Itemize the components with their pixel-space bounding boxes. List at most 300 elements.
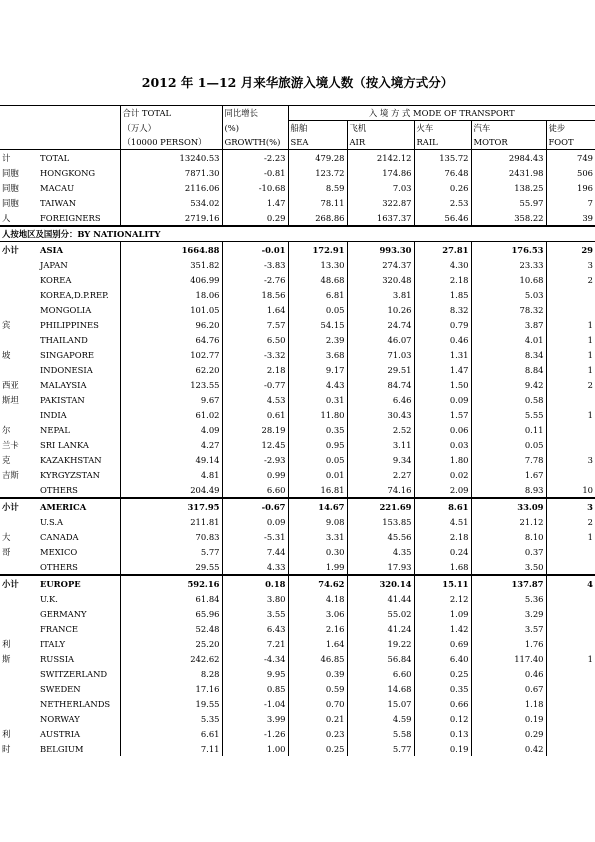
cell-sea: 0.01 bbox=[288, 467, 347, 482]
cell-motor: 358.22 bbox=[471, 210, 546, 226]
row-label-cn: 同胞 bbox=[2, 167, 19, 178]
cell-motor: 33.09 bbox=[471, 498, 546, 514]
subtotal-row bbox=[0, 242, 595, 258]
cell-air: 41.44 bbox=[347, 591, 414, 606]
cell-total: 2719.16 bbox=[120, 210, 222, 226]
row-label-cn bbox=[0, 559, 38, 575]
growth-unit: (%) bbox=[222, 121, 288, 136]
cell-rail: 0.09 bbox=[414, 392, 471, 407]
cell-sea: 6.81 bbox=[288, 287, 347, 302]
cell-motor: 1.18 bbox=[471, 696, 546, 711]
country-row bbox=[0, 681, 595, 696]
cell-total: 9.67 bbox=[120, 392, 222, 407]
cell-total: 101.05 bbox=[120, 302, 222, 317]
cell-air: 45.56 bbox=[347, 529, 414, 544]
cell-growth: 6.50 bbox=[222, 332, 288, 347]
row-label-cn bbox=[0, 302, 38, 317]
cell-rail: 2.09 bbox=[414, 482, 471, 498]
cell-total: 534.02 bbox=[120, 195, 222, 210]
cell-motor: 3.57 bbox=[471, 621, 546, 636]
row-label-en: TAIWAN bbox=[40, 197, 77, 208]
cell-sea: 0.70 bbox=[288, 696, 347, 711]
foot-header-en: FOOT bbox=[546, 135, 595, 150]
cell-sea: 0.39 bbox=[288, 666, 347, 681]
summary-row bbox=[0, 165, 595, 180]
country-row bbox=[0, 621, 595, 636]
row-label-cn: 利 bbox=[2, 638, 11, 649]
cell-rail: 56.46 bbox=[414, 210, 471, 226]
mode-header: 入 境 方 式 MODE OF TRANSPORT bbox=[288, 106, 595, 121]
cell-growth: 28.19 bbox=[222, 422, 288, 437]
cell-rail: 27.81 bbox=[414, 242, 471, 258]
nationality-section-row bbox=[0, 226, 595, 242]
row-label-en: SRI LANKA bbox=[40, 439, 89, 450]
cell-motor: 0.58 bbox=[471, 392, 546, 407]
cell-sea: 4.43 bbox=[288, 377, 347, 392]
cell-total: 61.02 bbox=[120, 407, 222, 422]
cell-growth: -5.31 bbox=[222, 529, 288, 544]
row-label-en: NETHERLANDS bbox=[40, 698, 111, 709]
cell-total: 13240.53 bbox=[120, 150, 222, 166]
cell-growth: -0.67 bbox=[222, 498, 288, 514]
cell-sea: 3.68 bbox=[288, 347, 347, 362]
row-label-en: PHILIPPINES bbox=[40, 319, 99, 330]
cell-air: 74.16 bbox=[347, 482, 414, 498]
country-row bbox=[0, 696, 595, 711]
cell-air: 274.37 bbox=[347, 257, 414, 272]
row-label-cn: 斯 bbox=[2, 653, 11, 664]
cell-growth: 4.33 bbox=[222, 559, 288, 575]
growth-header: 同比增长 bbox=[222, 106, 288, 121]
cell-air: 5.77 bbox=[347, 741, 414, 756]
cell-growth: 6.60 bbox=[222, 482, 288, 498]
cell-foot bbox=[546, 467, 595, 482]
row-label-cn: 小计 bbox=[0, 575, 38, 591]
row-label-en: SINGAPORE bbox=[40, 349, 95, 360]
cell-air: 84.74 bbox=[347, 377, 414, 392]
cell-total: 70.83 bbox=[120, 529, 222, 544]
cell-motor: 5.03 bbox=[471, 287, 546, 302]
row-label-cn bbox=[0, 362, 38, 377]
cell-foot bbox=[546, 726, 595, 741]
cell-sea: 9.08 bbox=[288, 514, 347, 529]
row-label-cn bbox=[0, 287, 38, 302]
cell-motor: 176.53 bbox=[471, 242, 546, 258]
cell-air: 322.87 bbox=[347, 195, 414, 210]
cell-sea: 14.67 bbox=[288, 498, 347, 514]
row-label-en: SWITZERLAND bbox=[40, 668, 108, 679]
cell-foot: 39 bbox=[546, 210, 595, 226]
cell-motor: 0.29 bbox=[471, 726, 546, 741]
row-label-cn: 宾 bbox=[2, 319, 11, 330]
row-label-cn: 时 bbox=[2, 743, 11, 754]
cell-foot: 506 bbox=[546, 165, 595, 180]
cell-air: 15.07 bbox=[347, 696, 414, 711]
cell-foot: 196 bbox=[546, 180, 595, 195]
cell-total: 5.35 bbox=[120, 711, 222, 726]
cell-rail: 2.18 bbox=[414, 272, 471, 287]
cell-foot: 1 bbox=[546, 332, 595, 347]
row-label-cn: 吉斯 bbox=[2, 469, 19, 480]
cell-rail: 1.50 bbox=[414, 377, 471, 392]
country-row bbox=[0, 726, 595, 741]
cell-total: 4.09 bbox=[120, 422, 222, 437]
cell-air: 5.58 bbox=[347, 726, 414, 741]
cell-growth: 4.53 bbox=[222, 392, 288, 407]
cell-rail: 0.79 bbox=[414, 317, 471, 332]
row-label-en: INDIA bbox=[40, 409, 67, 420]
row-label-cn bbox=[0, 606, 38, 621]
cell-growth: -1.04 bbox=[222, 696, 288, 711]
cell-rail: 0.03 bbox=[414, 437, 471, 452]
cell-motor: 2431.98 bbox=[471, 165, 546, 180]
country-row bbox=[0, 302, 595, 317]
summary-row bbox=[0, 195, 595, 210]
row-label-en: OTHERS bbox=[40, 484, 78, 495]
cell-motor: 0.11 bbox=[471, 422, 546, 437]
cell-total: 123.55 bbox=[120, 377, 222, 392]
cell-rail: 6.40 bbox=[414, 651, 471, 666]
growth-header-en: GROWTH(%) bbox=[222, 135, 288, 150]
cell-sea: 3.06 bbox=[288, 606, 347, 621]
cell-growth: 3.99 bbox=[222, 711, 288, 726]
cell-growth: 9.95 bbox=[222, 666, 288, 681]
cell-total: 17.16 bbox=[120, 681, 222, 696]
cell-total: 18.06 bbox=[120, 287, 222, 302]
cell-growth: 12.45 bbox=[222, 437, 288, 452]
cell-rail: 0.35 bbox=[414, 681, 471, 696]
cell-sea: 1.64 bbox=[288, 636, 347, 651]
cell-growth: 2.18 bbox=[222, 362, 288, 377]
row-label-en: U.K. bbox=[40, 593, 58, 604]
country-row bbox=[0, 529, 595, 544]
cell-total: 7871.30 bbox=[120, 165, 222, 180]
cell-air: 6.46 bbox=[347, 392, 414, 407]
cell-air: 3.11 bbox=[347, 437, 414, 452]
cell-total: 102.77 bbox=[120, 347, 222, 362]
row-label-cn bbox=[0, 621, 38, 636]
country-row bbox=[0, 606, 595, 621]
cell-motor: 117.40 bbox=[471, 651, 546, 666]
cell-rail: 0.13 bbox=[414, 726, 471, 741]
cell-foot: 4 bbox=[546, 575, 595, 591]
air-header-cn: 飞机 bbox=[347, 121, 414, 136]
row-label-cn bbox=[0, 332, 38, 347]
cell-motor: 1.67 bbox=[471, 467, 546, 482]
cell-sea: 48.68 bbox=[288, 272, 347, 287]
cell-growth: 0.99 bbox=[222, 467, 288, 482]
cell-motor: 8.34 bbox=[471, 347, 546, 362]
cell-foot bbox=[546, 741, 595, 756]
row-label-cn: 尔 bbox=[2, 424, 11, 435]
row-label-cn bbox=[0, 482, 38, 498]
cell-growth: 7.21 bbox=[222, 636, 288, 651]
row-label-cn: 利 bbox=[2, 728, 11, 739]
cell-foot bbox=[546, 681, 595, 696]
cell-sea: 0.59 bbox=[288, 681, 347, 696]
cell-total: 64.76 bbox=[120, 332, 222, 347]
country-row bbox=[0, 741, 595, 756]
cell-foot bbox=[546, 606, 595, 621]
cell-total: 4.81 bbox=[120, 467, 222, 482]
cell-air: 24.74 bbox=[347, 317, 414, 332]
row-label-en: INDONESIA bbox=[40, 364, 93, 375]
cell-rail: 1.47 bbox=[414, 362, 471, 377]
cell-total: 52.48 bbox=[120, 621, 222, 636]
cell-air: 153.85 bbox=[347, 514, 414, 529]
cell-air: 2.27 bbox=[347, 467, 414, 482]
sea-header-cn: 船舶 bbox=[288, 121, 347, 136]
cell-foot: 3 bbox=[546, 498, 595, 514]
total-unit-cn: （万人） bbox=[120, 121, 222, 136]
country-row bbox=[0, 636, 595, 651]
cell-foot bbox=[546, 591, 595, 606]
subtotal-row bbox=[0, 498, 595, 514]
country-row bbox=[0, 347, 595, 362]
cell-sea: 0.95 bbox=[288, 437, 347, 452]
cell-motor: 1.76 bbox=[471, 636, 546, 651]
cell-air: 9.34 bbox=[347, 452, 414, 467]
country-row bbox=[0, 257, 595, 272]
rail-header-en: RAIL bbox=[414, 135, 471, 150]
row-label-en: NORWAY bbox=[40, 713, 80, 724]
cell-air: 7.03 bbox=[347, 180, 414, 195]
cell-growth: -10.68 bbox=[222, 180, 288, 195]
cell-growth: -2.93 bbox=[222, 452, 288, 467]
cell-foot: 2 bbox=[546, 377, 595, 392]
cell-growth: -3.83 bbox=[222, 257, 288, 272]
cell-foot bbox=[546, 422, 595, 437]
subtotal-row bbox=[0, 575, 595, 591]
cell-growth: -0.77 bbox=[222, 377, 288, 392]
cell-air: 55.02 bbox=[347, 606, 414, 621]
country-row bbox=[0, 272, 595, 287]
cell-growth: 0.61 bbox=[222, 407, 288, 422]
cell-foot bbox=[546, 392, 595, 407]
cell-growth: 3.80 bbox=[222, 591, 288, 606]
cell-rail: 4.51 bbox=[414, 514, 471, 529]
summary-row bbox=[0, 180, 595, 195]
cell-total: 65.96 bbox=[120, 606, 222, 621]
row-label-en: CANADA bbox=[40, 531, 79, 542]
cell-growth: 1.00 bbox=[222, 741, 288, 756]
cell-air: 221.69 bbox=[347, 498, 414, 514]
cell-growth: -0.01 bbox=[222, 242, 288, 258]
cell-sea: 479.28 bbox=[288, 150, 347, 166]
cell-foot bbox=[546, 636, 595, 651]
cell-air: 1637.37 bbox=[347, 210, 414, 226]
total-header: 合计 TOTAL bbox=[120, 106, 222, 121]
cell-foot: 1 bbox=[546, 317, 595, 332]
cell-total: 61.84 bbox=[120, 591, 222, 606]
cell-motor: 0.67 bbox=[471, 681, 546, 696]
country-row bbox=[0, 407, 595, 422]
cell-air: 56.84 bbox=[347, 651, 414, 666]
cell-growth: 7.44 bbox=[222, 544, 288, 559]
row-label-cn: 克 bbox=[2, 454, 11, 465]
cell-sea: 16.81 bbox=[288, 482, 347, 498]
cell-air: 2.52 bbox=[347, 422, 414, 437]
cell-motor: 8.93 bbox=[471, 482, 546, 498]
cell-air: 993.30 bbox=[347, 242, 414, 258]
country-row bbox=[0, 377, 595, 392]
cell-motor: 4.01 bbox=[471, 332, 546, 347]
cell-foot bbox=[546, 711, 595, 726]
cell-growth: 0.18 bbox=[222, 575, 288, 591]
cell-air: 3.81 bbox=[347, 287, 414, 302]
cell-motor: 137.87 bbox=[471, 575, 546, 591]
cell-air: 320.48 bbox=[347, 272, 414, 287]
cell-motor: 138.25 bbox=[471, 180, 546, 195]
row-label-cn bbox=[0, 711, 38, 726]
country-row bbox=[0, 332, 595, 347]
cell-motor: 0.46 bbox=[471, 666, 546, 681]
cell-sea: 13.30 bbox=[288, 257, 347, 272]
foot-header-cn: 徒步 bbox=[546, 121, 595, 136]
cell-sea: 4.18 bbox=[288, 591, 347, 606]
row-label-en: RUSSIA bbox=[40, 653, 75, 664]
cell-motor: 9.42 bbox=[471, 377, 546, 392]
cell-air: 14.68 bbox=[347, 681, 414, 696]
cell-foot: 1 bbox=[546, 529, 595, 544]
nationality-section-label: 人按地区及国别分：BY NATIONALITY bbox=[0, 226, 595, 242]
cell-total: 96.20 bbox=[120, 317, 222, 332]
row-label-cn bbox=[0, 272, 38, 287]
cell-foot bbox=[546, 621, 595, 636]
row-label-en: ASIA bbox=[40, 244, 63, 255]
cell-rail: 8.61 bbox=[414, 498, 471, 514]
cell-air: 2142.12 bbox=[347, 150, 414, 166]
cell-motor: 0.37 bbox=[471, 544, 546, 559]
row-label-en: MACAU bbox=[40, 182, 75, 193]
row-label-cn: 西亚 bbox=[2, 379, 19, 390]
row-label-en: KOREA,D.P.REP. bbox=[40, 289, 109, 300]
cell-sea: 74.62 bbox=[288, 575, 347, 591]
cell-rail: 76.48 bbox=[414, 165, 471, 180]
cell-growth: 1.47 bbox=[222, 195, 288, 210]
cell-motor: 0.19 bbox=[471, 711, 546, 726]
row-label-en: AMERICA bbox=[38, 498, 120, 514]
cell-growth: 0.29 bbox=[222, 210, 288, 226]
cell-air: 41.24 bbox=[347, 621, 414, 636]
row-label-en: MONGOLIA bbox=[40, 304, 92, 315]
cell-growth: 3.55 bbox=[222, 606, 288, 621]
country-row bbox=[0, 544, 595, 559]
cell-rail: 0.25 bbox=[414, 666, 471, 681]
cell-rail: 1.42 bbox=[414, 621, 471, 636]
cell-growth: -4.34 bbox=[222, 651, 288, 666]
row-label-en: AUSTRIA bbox=[40, 728, 81, 739]
cell-air: 46.07 bbox=[347, 332, 414, 347]
row-label-en: BELGIUM bbox=[40, 743, 84, 754]
cell-foot: 10 bbox=[546, 482, 595, 498]
cell-foot bbox=[546, 287, 595, 302]
country-row bbox=[0, 437, 595, 452]
row-label-en: FOREIGNERS bbox=[40, 212, 101, 223]
row-label-en: KAZAKHSTAN bbox=[40, 454, 102, 465]
cell-sea: 0.05 bbox=[288, 302, 347, 317]
row-label-en: THAILAND bbox=[40, 334, 88, 345]
cell-total: 29.55 bbox=[120, 559, 222, 575]
cell-foot bbox=[546, 544, 595, 559]
cell-growth: -2.23 bbox=[222, 150, 288, 166]
cell-foot: 749 bbox=[546, 150, 595, 166]
row-label-cn: 小计 bbox=[0, 498, 38, 514]
cell-air: 174.86 bbox=[347, 165, 414, 180]
row-label-en: ITALY bbox=[40, 638, 66, 649]
cell-motor: 8.84 bbox=[471, 362, 546, 377]
cell-foot: 3 bbox=[546, 452, 595, 467]
cell-motor: 0.05 bbox=[471, 437, 546, 452]
cell-sea: 0.31 bbox=[288, 392, 347, 407]
row-label-en: PAKISTAN bbox=[40, 394, 85, 405]
row-label-en: FRANCE bbox=[40, 623, 79, 634]
cell-sea: 78.11 bbox=[288, 195, 347, 210]
cell-total: 25.20 bbox=[120, 636, 222, 651]
row-label-cn: 同胞 bbox=[2, 197, 19, 208]
cell-rail: 0.06 bbox=[414, 422, 471, 437]
country-row bbox=[0, 666, 595, 681]
cell-rail: 0.69 bbox=[414, 636, 471, 651]
summary-row bbox=[0, 210, 595, 226]
cell-foot: 3 bbox=[546, 257, 595, 272]
cell-sea: 46.85 bbox=[288, 651, 347, 666]
cell-motor: 3.50 bbox=[471, 559, 546, 575]
cell-rail: 1.57 bbox=[414, 407, 471, 422]
cell-foot: 29 bbox=[546, 242, 595, 258]
cell-growth: 0.09 bbox=[222, 514, 288, 529]
cell-sea: 8.59 bbox=[288, 180, 347, 195]
cell-growth: 6.43 bbox=[222, 621, 288, 636]
row-label-en: MEXICO bbox=[40, 546, 78, 557]
cell-growth: -3.32 bbox=[222, 347, 288, 362]
cell-air: 17.93 bbox=[347, 559, 414, 575]
cell-motor: 78.32 bbox=[471, 302, 546, 317]
cell-sea: 2.39 bbox=[288, 332, 347, 347]
cell-total: 8.28 bbox=[120, 666, 222, 681]
country-row bbox=[0, 422, 595, 437]
cell-rail: 1.68 bbox=[414, 559, 471, 575]
total-unit-en: （10000 PERSON） bbox=[120, 135, 222, 150]
row-label-en: KYRGYZSTAN bbox=[40, 469, 100, 480]
row-label-en: SWEDEN bbox=[40, 683, 81, 694]
cell-total: 7.11 bbox=[120, 741, 222, 756]
cell-motor: 10.68 bbox=[471, 272, 546, 287]
row-label-cn: 计 bbox=[2, 152, 11, 163]
cell-total: 4.27 bbox=[120, 437, 222, 452]
motor-header-en: MOTOR bbox=[471, 135, 546, 150]
cell-motor: 3.87 bbox=[471, 317, 546, 332]
row-label-en: MALAYSIA bbox=[40, 379, 87, 390]
cell-total: 6.61 bbox=[120, 726, 222, 741]
cell-foot bbox=[546, 559, 595, 575]
cell-foot: 1 bbox=[546, 651, 595, 666]
cell-rail: 0.12 bbox=[414, 711, 471, 726]
cell-air: 10.26 bbox=[347, 302, 414, 317]
cell-sea: 268.86 bbox=[288, 210, 347, 226]
cell-rail: 2.53 bbox=[414, 195, 471, 210]
row-label-en: GERMANY bbox=[40, 608, 87, 619]
cell-rail: 2.12 bbox=[414, 591, 471, 606]
summary-row bbox=[0, 150, 595, 166]
cell-rail: 2.18 bbox=[414, 529, 471, 544]
cell-growth: -0.81 bbox=[222, 165, 288, 180]
row-label-cn bbox=[0, 591, 38, 606]
country-row bbox=[0, 559, 595, 575]
cell-foot: 2 bbox=[546, 272, 595, 287]
country-row bbox=[0, 711, 595, 726]
cell-growth: 7.57 bbox=[222, 317, 288, 332]
